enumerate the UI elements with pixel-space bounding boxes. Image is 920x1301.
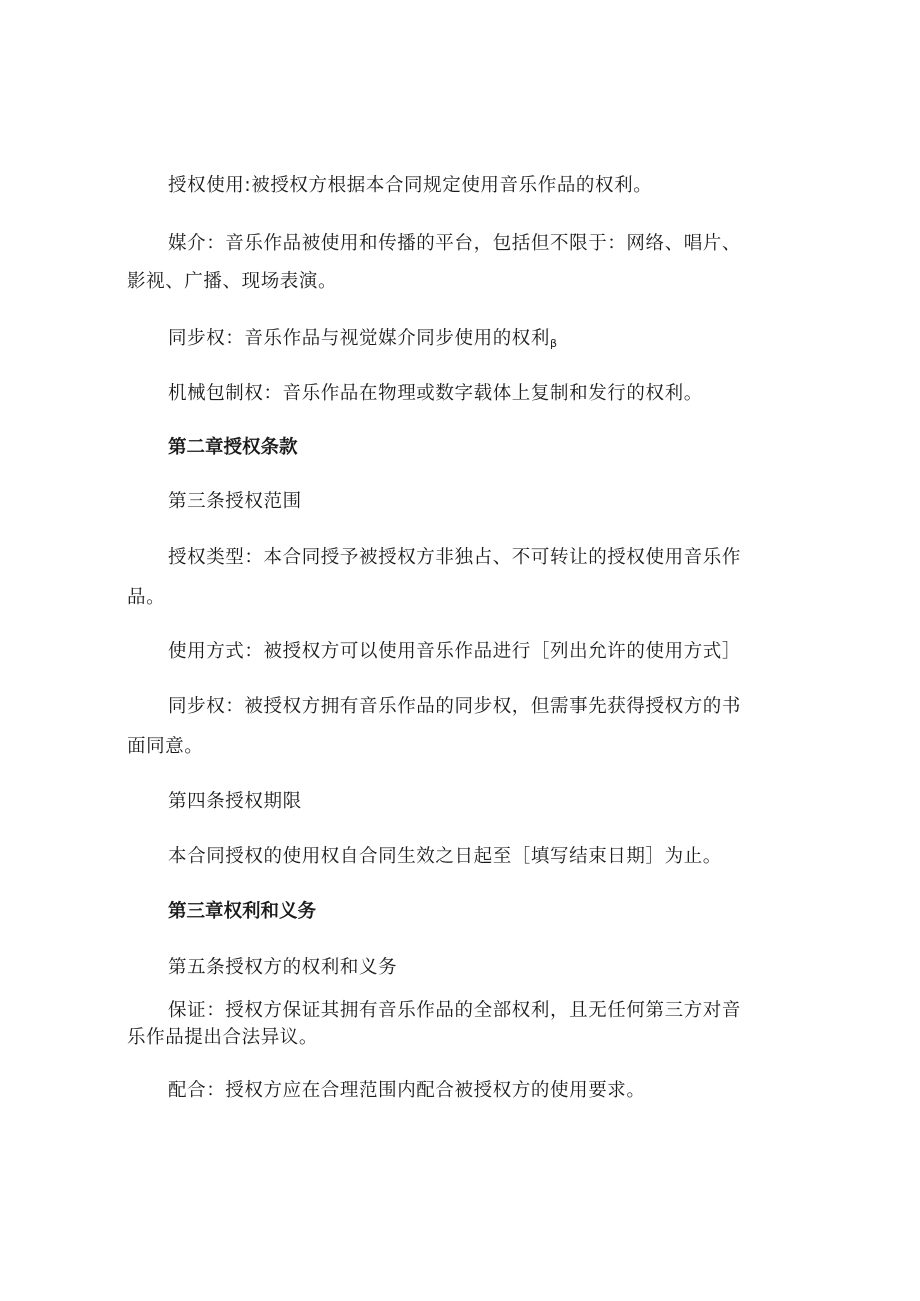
paragraph-authorized-use: 授权使用:被授权方根据本合同规定使用音乐作品的权利。 <box>168 175 653 196</box>
chapter-heading-2: 第二章授权条款 <box>168 437 298 458</box>
paragraph-guarantee-line-1: 保证：授权方保证其拥有音乐作品的全部权利，且无任何第三方对音 <box>168 1000 742 1021</box>
paragraph-media-line-2: 影视、广播、现场表演。 <box>127 271 338 292</box>
paragraph-license-type-line-1: 授权类型：本合同授予被授权方非独占、不可转让的授权使用音乐作 <box>168 547 742 568</box>
paragraph-sync-right <box>168 328 557 355</box>
paragraph-sync-consent-line-2: 面同意。 <box>127 736 204 757</box>
paragraph-usage-method: 使用方式：被授权方可以使用音乐作品进行［列出允许的使用方式］ <box>168 641 742 662</box>
paragraph-sync-right-text: 同步权：音乐作品与视觉媒介同步使用的权利 <box>168 328 551 349</box>
paragraph-media-line-1: 媒介：音乐作品被使用和传播的平台，包括但不限于：网络、唱片、 <box>168 233 742 254</box>
paragraph-mechanical-right: 机械包制权：音乐作品在物理或数字载体上复制和发行的权利。 <box>168 383 703 404</box>
paragraph-guarantee-line-2: 乐作品提出合法异议。 <box>127 1027 319 1048</box>
paragraph-license-type-line-2: 品。 <box>127 587 166 608</box>
paragraph-cooperation: 配合：授权方应在合理范围内配合被授权方的使用要求。 <box>168 1080 646 1101</box>
article-heading-5: 第五条授权方的权利和义务 <box>168 957 398 978</box>
paragraph-sync-consent-line-1: 同步权：被授权方拥有音乐作品的同步权，但需事先获得授权方的书 <box>168 696 742 717</box>
paragraph-sync-right-suffix: β <box>550 337 558 350</box>
article-heading-3: 第三条授权范围 <box>168 491 302 512</box>
paragraph-license-term: 本合同授权的使用权自合同生效之日起至［填写结束日期］为止。 <box>168 846 722 867</box>
chapter-heading-3: 第三章权利和义务 <box>168 901 317 922</box>
article-heading-4: 第四条授权期限 <box>168 791 302 812</box>
